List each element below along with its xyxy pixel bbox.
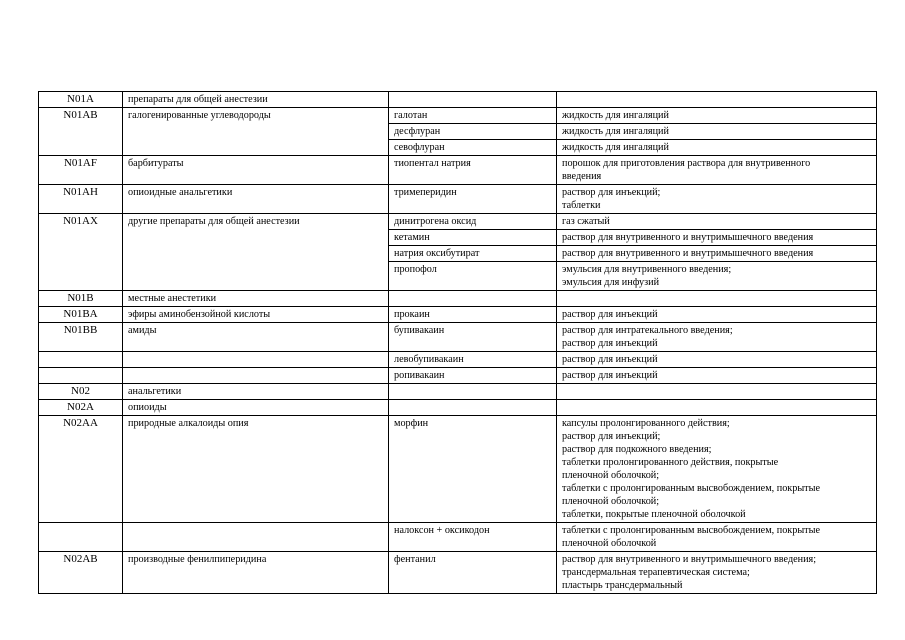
dosage-form-line: раствор для инъекций <box>562 309 658 320</box>
drug-name-cell <box>389 92 557 108</box>
dosage-form-line: пластырь трансдермальный <box>562 580 683 591</box>
dosage-form-line: раствор для подкожного введения; <box>562 444 712 455</box>
group-name-cell: природные алкалоиды опия <box>123 416 389 523</box>
dosage-form-cell <box>557 156 877 185</box>
atc-code-cell: N01B <box>39 291 123 307</box>
dosage-form-line <box>562 385 872 398</box>
table-row <box>39 185 877 214</box>
dosage-form-line: порошок для приготовления раствора для внутривенного <box>562 158 811 169</box>
table-row <box>39 323 877 352</box>
dosage-form-cell <box>557 124 877 140</box>
dosage-form-line: трансдермальная терапевтическая система; <box>562 567 750 578</box>
group-name-cell: препараты для общей анестезии <box>123 92 389 108</box>
group-name-cell: другие препараты для общей анестезии <box>123 214 389 291</box>
dosage-form-line <box>562 93 872 106</box>
table-row <box>39 307 877 323</box>
dosage-form-line: раствор для внутривенного и внутримышечного введения <box>562 248 814 259</box>
atc-code-cell: N01AH <box>39 185 123 214</box>
atc-code-cell: N02A <box>39 400 123 416</box>
drug-name-cell: натрия оксибутират <box>389 246 557 262</box>
dosage-form-cell <box>557 246 877 262</box>
dosage-form-cell <box>557 92 877 108</box>
dosage-form-cell <box>557 416 877 523</box>
dosage-form-line: раствор для инъекций <box>562 338 658 349</box>
table-row <box>39 108 877 124</box>
drug-name-cell <box>389 291 557 307</box>
table-row <box>39 400 877 416</box>
dosage-form-cell <box>557 140 877 156</box>
dosage-form-line: раствор для инъекций <box>562 354 658 365</box>
drug-name-cell: левобупивакаин <box>389 352 557 368</box>
dosage-form-line: введения <box>562 171 602 182</box>
drug-name-cell: тримеперидин <box>389 185 557 214</box>
atc-code-cell: N02 <box>39 384 123 400</box>
dosage-form-cell <box>557 352 877 368</box>
dosage-form-cell <box>557 552 877 594</box>
drug-name-cell: ропивакаин <box>389 368 557 384</box>
drug-name-cell: динитрогена оксид <box>389 214 557 230</box>
table-body <box>39 92 877 594</box>
dosage-form-cell <box>557 323 877 352</box>
table-row <box>39 384 877 400</box>
group-name-cell: амиды <box>123 323 389 352</box>
atc-code-cell: N02AB <box>39 552 123 594</box>
dosage-form-line: пленочной оболочкой; <box>562 496 660 507</box>
table-row <box>39 214 877 230</box>
drug-name-cell: пропофол <box>389 262 557 291</box>
table-row <box>39 92 877 108</box>
group-name-cell: анальгетики <box>123 384 389 400</box>
dosage-form-line: раствор для инъекций; <box>562 187 661 198</box>
dosage-form-cell <box>557 108 877 124</box>
table-row <box>39 523 877 552</box>
dosage-form-cell <box>557 307 877 323</box>
drug-name-cell: севофлуран <box>389 140 557 156</box>
group-name-cell: опиоиды <box>123 400 389 416</box>
dosage-form-line: таблетки <box>562 200 601 211</box>
dosage-form-cell <box>557 230 877 246</box>
dosage-form-line: эмульсия для инфузий <box>562 277 660 288</box>
dosage-form-line: жидкость для ингаляций <box>562 142 669 153</box>
dosage-form-cell <box>557 291 877 307</box>
dosage-form-line: раствор для внутривенного и внутримышечного введения <box>562 232 814 243</box>
dosage-form-line: таблетки с пролонгированным высвобождением, покрытые <box>562 483 820 494</box>
drug-name-cell: тиопентал натрия <box>389 156 557 185</box>
dosage-form-line: газ сжатый <box>562 216 610 227</box>
group-name-cell: галогенированные углеводороды <box>123 108 389 156</box>
dosage-form-line: пленочной оболочкой <box>562 538 657 549</box>
drug-name-cell <box>389 384 557 400</box>
dosage-form-cell <box>557 384 877 400</box>
table-row <box>39 368 877 384</box>
drug-name-cell: морфин <box>389 416 557 523</box>
atc-code-cell: N01AB <box>39 108 123 156</box>
drug-name-cell <box>389 400 557 416</box>
atc-code-cell: N01BA <box>39 307 123 323</box>
group-name-cell: производные фенилпиперидина <box>123 552 389 594</box>
atc-code-cell <box>39 352 123 368</box>
group-name-cell <box>123 368 389 384</box>
dosage-form-cell <box>557 185 877 214</box>
dosage-form-cell <box>557 262 877 291</box>
dosage-form-line: жидкость для ингаляций <box>562 126 669 137</box>
dosage-form-cell <box>557 214 877 230</box>
dosage-form-line: раствор для внутривенного и внутримышечного введения; <box>562 554 817 565</box>
dosage-form-line: пленочной оболочкой; <box>562 470 660 481</box>
dosage-form-line: жидкость для ингаляций <box>562 110 669 121</box>
group-name-cell: эфиры аминобензойной кислоты <box>123 307 389 323</box>
dosage-form-line: раствор для инъекций; <box>562 431 661 442</box>
drug-name-cell: десфлуран <box>389 124 557 140</box>
drug-name-cell: налоксон + оксикодон <box>389 523 557 552</box>
drug-name-cell: бупивакаин <box>389 323 557 352</box>
dosage-form-line: таблетки с пролонгированным высвобождением, покрытые <box>562 525 820 536</box>
dosage-form-line: таблетки, покрытые пленочной оболочкой <box>562 509 746 520</box>
group-name-cell: местные анестетики <box>123 291 389 307</box>
atc-code-cell: N01A <box>39 92 123 108</box>
drug-name-cell: прокаин <box>389 307 557 323</box>
dosage-form-line: капсулы пролонгированного действия; <box>562 418 730 429</box>
dosage-form-line: таблетки пролонгированного действия, покрытые <box>562 457 779 468</box>
drug-name-cell: кетамин <box>389 230 557 246</box>
table-row <box>39 552 877 594</box>
dosage-form-cell <box>557 523 877 552</box>
dosage-form-line: раствор для интратекального введения; <box>562 325 733 336</box>
table-row <box>39 156 877 185</box>
table-row <box>39 291 877 307</box>
group-name-cell <box>123 523 389 552</box>
dosage-form-line <box>562 292 872 305</box>
group-name-cell: опиоидные анальгетики <box>123 185 389 214</box>
dosage-form-line: эмульсия для внутривенного введения; <box>562 264 732 275</box>
table-row <box>39 352 877 368</box>
drug-name-cell: фентанил <box>389 552 557 594</box>
drug-classification-table <box>38 91 877 594</box>
atc-code-cell <box>39 523 123 552</box>
atc-code-cell <box>39 368 123 384</box>
dosage-form-cell <box>557 400 877 416</box>
table-row <box>39 416 877 523</box>
group-name-cell: барбитураты <box>123 156 389 185</box>
dosage-form-line: раствор для инъекций <box>562 370 658 381</box>
atc-code-cell: N01AF <box>39 156 123 185</box>
drug-name-cell: галотан <box>389 108 557 124</box>
group-name-cell <box>123 352 389 368</box>
atc-code-cell: N02AA <box>39 416 123 523</box>
dosage-form-line <box>562 401 872 414</box>
dosage-form-cell <box>557 368 877 384</box>
atc-code-cell: N01AX <box>39 214 123 291</box>
atc-code-cell: N01BB <box>39 323 123 352</box>
